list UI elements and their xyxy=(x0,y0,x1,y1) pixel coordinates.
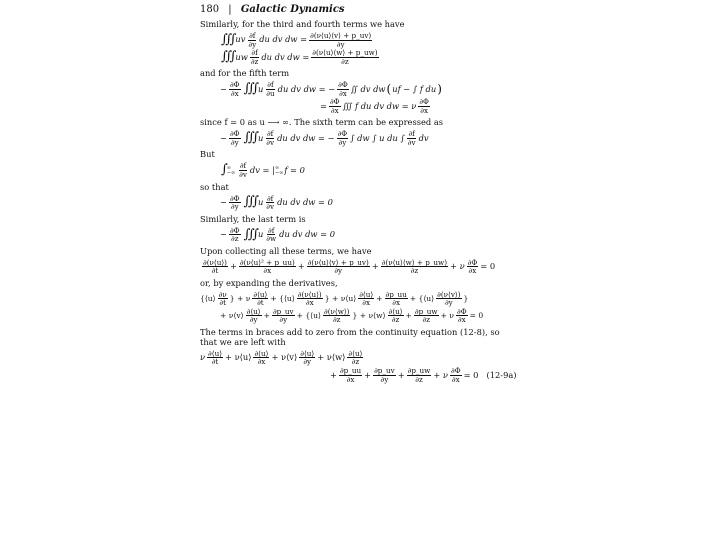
equation-sixth-term-zero: − $\frac{\partial\Phi}{\partial y}$ ∭ u $\frac{\partial f}{\partial v}$ du dv dw = 0 xyxy=(220,193,333,212)
paragraph: Similarly, the last term is xyxy=(200,213,306,224)
equation-sixth-term: − $\frac{\partial\Phi}{\partial y}$ ∭ u $\frac{\partial f}{\partial v}$ du dv dw = − $\frac{\partial\Phi}{\partial y}$ ∫ dw ∫ u du ∫ $\frac{\partial f}{\partial v}$ dv xyxy=(220,129,429,147)
page-number: 180 xyxy=(200,4,220,15)
equation-third-term: ∭ uv $\frac{\partial f}{\partial y}$ du dv dw = $\frac{\partial(\nu⟨u⟩⟨v⟩ + p\_uv)}{\partial y}$ xyxy=(221,30,372,49)
paragraph: so that xyxy=(200,181,229,192)
paragraph: since f = 0 as u ⟶ ∞. The sixth term can be expressed as xyxy=(200,117,444,128)
equation-fifth-term: − $\frac{\partial\Phi}{\partial x}$ ∭ u $\frac{\partial f}{\partial u}$ du dv dw = − $\frac{\partial\Phi}{\partial x}$ ∬ dv dw ( uf − ∫ f du ) xyxy=(220,80,442,98)
paragraph: The terms in braces add to zero from the continuity equation (12-8), so that we are left with xyxy=(200,327,500,347)
equation-result-1: ν $\frac{\partial⟨u⟩}{\partial t}$ + ν⟨u⟩ $\frac{\partial⟨u⟩}{\partial x}$ + ν⟨v⟩ $\frac{\partial⟨u⟩}{\partial y}$ + ν⟨w⟩ $\frac{\partial⟨u⟩}{\partial z}$ xyxy=(200,348,363,367)
equation-expanded-1: {⟨u⟩ $\frac{\partial\nu}{\partial t}$ } + ν $\frac{\partial⟨u⟩}{\partial t}$ + {⟨u⟩ $\frac{\partial(\nu⟨u⟩)}{\partial x}$ } + ν⟨u⟩ $\frac{\partial⟨u⟩}{\partial x}$ + $\frac{\partial p\_uu}{\partial x}$ + {⟨u⟩ $\frac{\partial(\nu⟨v⟩)}{\partial y}$ } xyxy=(200,289,469,308)
equation-boundary: ∫ ∞ −∞ $\frac{\partial f}{\partial v}$ dv = | ∞ −∞ f = 0 xyxy=(221,161,305,179)
paragraph: and for the fifth term xyxy=(200,68,290,79)
equation-expanded-2: + ν⟨v⟩ $\frac{\partial⟨u⟩}{\partial y}$ + $\frac{\partial p\_uv}{\partial y}$ + {⟨u⟩ $\frac{\partial(\nu⟨w⟩)}{\partial z}$ } + ν⟨w⟩ $\frac{\partial⟨u⟩}{\partial z}$ + $\frac{\partial p\_uw}{\partial z}$ + ν $\frac{\partial\Phi}{\partial x}$ = 0 xyxy=(220,306,484,325)
equation-fourth-term: ∭ uw $\frac{\partial f}{\partial z}$ du dv dw = $\frac{\partial(\nu⟨u⟩⟨w⟩ + p\_uw)}{\partial z}$ xyxy=(221,48,378,66)
paragraph: or, by expanding the derivatives, xyxy=(200,277,338,288)
paragraph: Upon collecting all these terms, we have xyxy=(200,245,372,256)
text-column xyxy=(200,4,517,384)
equation-fifth-term-result: = $\frac{\partial\Phi}{\partial x}$ ∭ f du dv dw = ν $\frac{\partial\Phi}{\partial x}$ xyxy=(320,97,429,115)
equation-collected: $\frac{\partial(\nu⟨u⟩)}{\partial t}$ + $\frac{\text{∂(ν⟨u⟩² + p\_uu)}}{\partial x}$ + $\frac{\partial(\nu⟨u⟩⟨v⟩ + p\_uv)}{\partial y}$ + $\frac{\partial(\nu⟨u⟩⟨w⟩ + p\_uw)}{\partial z}$ + ν $\frac{\partial\Phi}{\partial x}$ = 0 xyxy=(203,257,496,276)
paragraph: Similarly, for the third and fourth terms we have xyxy=(200,19,405,29)
header-separator: | xyxy=(228,4,232,15)
equation-number: (12-9a) xyxy=(486,369,517,380)
equation-last-term: − $\frac{\partial\Phi}{\partial z}$ ∭ u $\frac{\partial f}{\partial w}$ du dv dw = 0 xyxy=(220,225,336,244)
page-header xyxy=(200,4,500,15)
paragraph: But xyxy=(200,149,215,160)
equation-result-2: + $\frac{\partial p\_uu}{\partial x}$ + $\frac{\partial p\_uv}{\partial y}$ + $\frac{\partial p\_uw}{\partial z}$ + ν $\frac{\partial\Phi}{\partial x}$ = 0 (12-9a) xyxy=(330,366,517,384)
running-title: Galactic Dynamics xyxy=(240,4,345,15)
